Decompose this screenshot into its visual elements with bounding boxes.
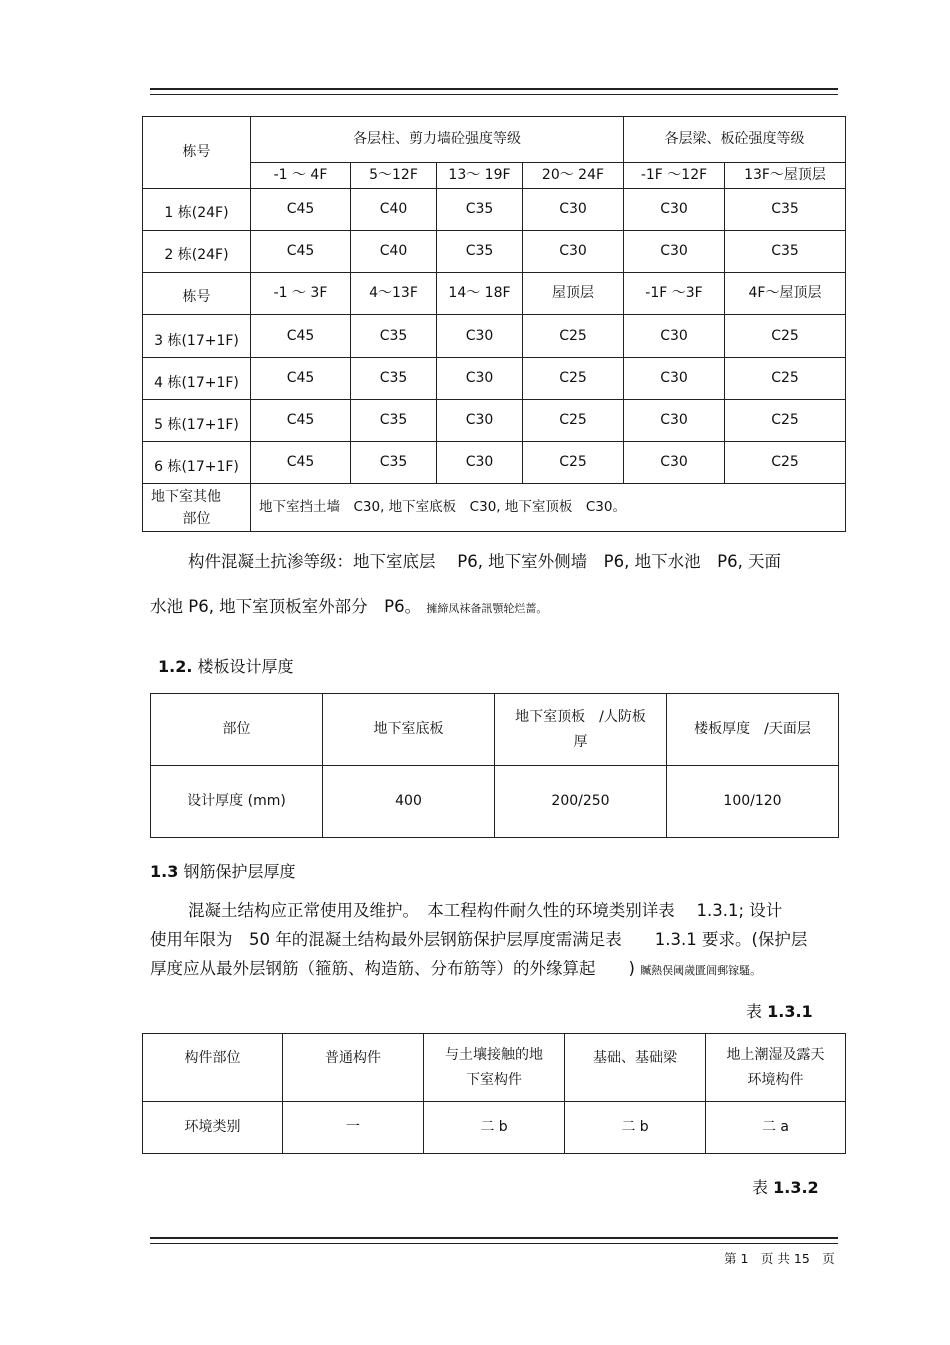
grade-cell: C25 xyxy=(523,315,624,358)
section-1-3-heading xyxy=(150,859,295,882)
header-beam-group: 各层梁、板砼强度等级 xyxy=(624,117,846,163)
para2-line2: 使用年限为 50 年的混凝土结构最外层钢筋保护层厚度需满足表 1.3.1 要求。(保护层 xyxy=(150,930,808,949)
row-label: 设计厚度 (mm) xyxy=(151,766,323,838)
basement-label-line1: 地下室其他 xyxy=(151,488,221,505)
header-humid-exposed-line1: 地上潮湿及露天 xyxy=(726,1046,825,1063)
grade-cell: C45 xyxy=(251,442,351,484)
header-part: 部位 xyxy=(151,694,323,766)
section-1-2-heading xyxy=(158,654,294,677)
grade-cell: C30 xyxy=(523,189,624,231)
grade-cell: C35 xyxy=(437,231,523,273)
env-class-cell: 二 b xyxy=(424,1102,565,1154)
grade-cell: C35 xyxy=(437,189,523,231)
grade-cell: C45 xyxy=(251,315,351,358)
header-slab-thickness: 楼板厚度 /天面层 xyxy=(667,694,839,766)
para2-line3-text: 厚度应从最外层钢筋（箍筋、构造筋、分布筋等）的外缘算起 ) xyxy=(150,959,635,978)
grade-cell: C30 xyxy=(437,400,523,442)
grade-cell: C25 xyxy=(725,442,846,484)
header-component: 构件部位 xyxy=(143,1034,283,1102)
grade-cell: C30 xyxy=(624,189,725,231)
table-row xyxy=(143,400,846,442)
table-row xyxy=(143,442,846,484)
header-soil-contact-line1: 与土壤接触的地 xyxy=(445,1046,543,1063)
para1-line2-small: 擁締凤袜备訊顎轮烂蔷。 xyxy=(426,602,548,615)
header-rule xyxy=(150,88,838,95)
para1-line2 xyxy=(150,590,840,626)
grade-cell: C30 xyxy=(437,442,523,484)
section-1-2-num: 1.2. xyxy=(158,657,193,676)
caption-number: 1.3.1 xyxy=(767,1002,813,1021)
header-basement-roof-line2: 厚 xyxy=(573,733,588,750)
header-soil-contact-line2: 下室构件 xyxy=(466,1071,522,1088)
header-soil-contact xyxy=(424,1034,565,1102)
para2-line1: 混凝土结构应正常使用及维护。 本工程构件耐久性的环境类别详表 1.3.1; 设计 xyxy=(188,901,783,920)
grade-cell: C40 xyxy=(351,231,437,273)
basement-label-line2: 部位 xyxy=(182,510,211,527)
para2-line3 xyxy=(150,954,845,985)
grade-cell: C30 xyxy=(624,231,725,273)
thickness-cell: 100/120 xyxy=(667,766,839,838)
thickness-cell: 200/250 xyxy=(495,766,667,838)
basement-label xyxy=(143,484,251,532)
floor-range: 4F～屋顶层 xyxy=(725,273,846,315)
grade-cell: C35 xyxy=(725,189,846,231)
grade-cell: C45 xyxy=(251,358,351,400)
section-1-2-title: 楼板设计厚度 xyxy=(197,657,294,676)
table-row xyxy=(151,766,839,838)
grade-cell: C45 xyxy=(251,400,351,442)
header-basement-roof-line1: 地下室顶板 /人防板 xyxy=(515,708,646,725)
grade-cell: C25 xyxy=(523,358,624,400)
table-row xyxy=(143,273,846,315)
section-1-3-num: 1.3 xyxy=(150,862,179,881)
grade-cell: C30 xyxy=(437,315,523,358)
grade-cell: C30 xyxy=(624,400,725,442)
impermeability-paragraph xyxy=(150,545,840,626)
header-ordinary: 普通构件 xyxy=(283,1034,424,1102)
grade-cell: C25 xyxy=(523,442,624,484)
header-basement-floor: 地下室底板 xyxy=(323,694,495,766)
env-class-cell: 二 a xyxy=(706,1102,846,1154)
grade-cell: C45 xyxy=(251,231,351,273)
building-name: 6 栋(17+1F) xyxy=(143,442,251,484)
building-name: 1 栋(24F) xyxy=(143,189,251,231)
footer-rule xyxy=(150,1237,838,1244)
table-row xyxy=(143,231,846,273)
grade-cell: C30 xyxy=(624,358,725,400)
grade-cell: C35 xyxy=(351,358,437,400)
grade-cell: C30 xyxy=(624,442,725,484)
floor-range: 屋顶层 xyxy=(523,273,624,315)
table-row xyxy=(143,484,846,532)
para1-line1: 构件混凝土抗渗等级：地下室底层 P6, 地下室外侧墙 P6, 地下水池 P6, 天面 xyxy=(188,552,782,571)
header-foundation: 基础、基础梁 xyxy=(565,1034,706,1102)
grade-cell: C25 xyxy=(725,358,846,400)
table-row xyxy=(143,358,846,400)
grade-cell: C30 xyxy=(523,231,624,273)
caption-table-1-3-1 xyxy=(746,999,813,1022)
header-building: 栋号 xyxy=(143,117,251,189)
grade-cell: C35 xyxy=(351,442,437,484)
floor-range: 4～13F xyxy=(351,273,437,315)
para2-line3-small: 贓熱俣阈歲匱阊郵镓騷。 xyxy=(640,964,762,977)
env-class-cell: 二 b xyxy=(565,1102,706,1154)
thickness-cell: 400 xyxy=(323,766,495,838)
slab-thickness-table xyxy=(150,693,839,838)
grade-cell: C45 xyxy=(251,189,351,231)
grade-cell: C30 xyxy=(624,315,725,358)
floor-range: -1 ～ 4F xyxy=(251,163,351,189)
para1-line2-text: 水池 P6, 地下室顶板室外部分 P6。 xyxy=(150,597,422,616)
table-row xyxy=(143,1102,846,1154)
durability-paragraph xyxy=(150,896,845,985)
grade-cell: C35 xyxy=(351,315,437,358)
header-wall-group: 各层柱、剪力墙砼强度等级 xyxy=(251,117,624,163)
env-class-cell: 一 xyxy=(283,1102,424,1154)
basement-text: 地下室挡土墙 C30, 地下室底板 C30, 地下室顶板 C30。 xyxy=(251,484,846,532)
environment-class-table xyxy=(142,1033,846,1154)
caption-table-1-3-2 xyxy=(752,1175,819,1198)
table-row xyxy=(143,189,846,231)
concrete-grade-table xyxy=(142,116,846,532)
floor-range: -1F ～12F xyxy=(624,163,725,189)
building-name: 5 栋(17+1F) xyxy=(143,400,251,442)
floor-range: -1F ～3F xyxy=(624,273,725,315)
header-humid-exposed xyxy=(706,1034,846,1102)
header-humid-exposed-line2: 环境构件 xyxy=(747,1071,804,1088)
grade-cell: C25 xyxy=(523,400,624,442)
header-basement-roof xyxy=(495,694,667,766)
grade-cell: C35 xyxy=(351,400,437,442)
section-1-3-title: 钢筋保护层厚度 xyxy=(183,862,296,881)
page-number: 第 1 页 共 15 页 xyxy=(724,1251,835,1266)
floor-range: -1 ～ 3F xyxy=(251,273,351,315)
row-label: 环境类别 xyxy=(143,1102,283,1154)
caption-number: 1.3.2 xyxy=(773,1178,819,1197)
building-name: 3 栋(17+1F) xyxy=(143,315,251,358)
caption-prefix: 表 xyxy=(752,1178,769,1197)
grade-cell: C40 xyxy=(351,189,437,231)
floor-range: 5～12F xyxy=(351,163,437,189)
floor-range: 14～ 18F xyxy=(437,273,523,315)
grade-cell: C25 xyxy=(725,315,846,358)
table-row xyxy=(143,315,846,358)
floor-range: 13F～屋顶层 xyxy=(725,163,846,189)
header-building-2: 栋号 xyxy=(143,273,251,315)
grade-cell: C25 xyxy=(725,400,846,442)
grade-cell: C35 xyxy=(725,231,846,273)
building-name: 4 栋(17+1F) xyxy=(143,358,251,400)
grade-cell: C30 xyxy=(437,358,523,400)
floor-range: 13～ 19F xyxy=(437,163,523,189)
building-name: 2 栋(24F) xyxy=(143,231,251,273)
caption-prefix: 表 xyxy=(746,1002,763,1021)
floor-range: 20～ 24F xyxy=(523,163,624,189)
